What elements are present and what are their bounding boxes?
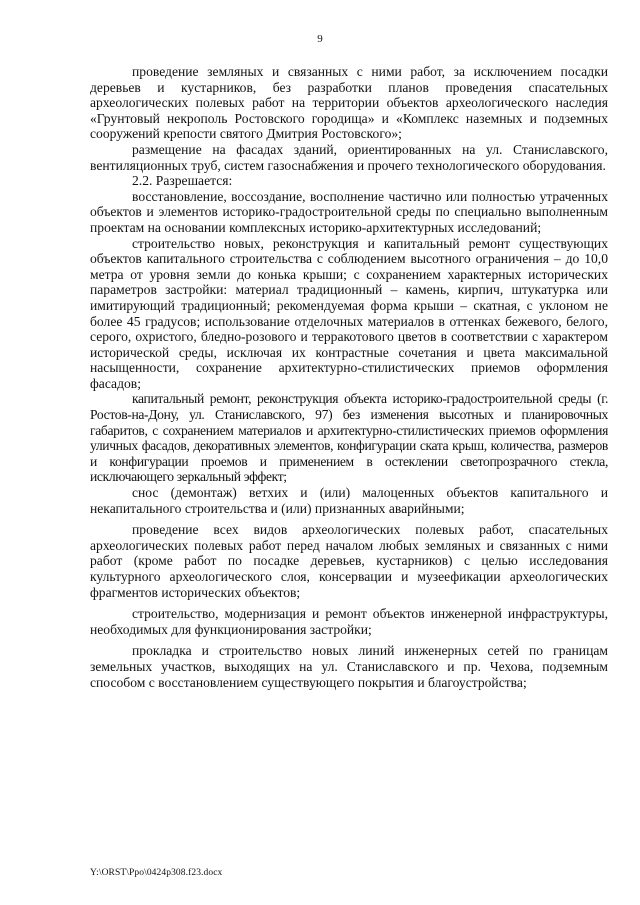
page-number: 9 [317,33,323,45]
paragraph: строительство новых, реконструкция и капитальный ремонт существующих объектов капитального строительства с соблюдением высотного ограничения – до 10,0 метра от уровня земли до конька крыши; с сохранением характерных исторических параметров застройки: материал традиционный – камень, кирпич, штукатурка или имитирующий традиционный; рекомендуемая форма крыши – скатная, с уклоном не более 45 градусов; использование отделочных материалов в оттенках бежевого, белого, серого, охристого, бледно-розового и терракотового цветов в соответствии с характером исторической среды, исключая их контрастные сочетания и цвета максимальной насыщенности, сохранение архитектурно-стилистических приемов оформления фасадов; [90,235,608,391]
paragraph: проведение всех видов археологических полевых работ, спасательных археологических полевых работ перед началом любых земляных и связанных с ними работ (кроме работ по посадке деревьев, кустарников) с целью исследования культурного археологического слоя, консервации и музеефикации археологических фрагментов исторических объектов; [90,522,608,600]
paragraph: восстановление, воссоздание, восполнение частично или полностью утраченных объектов и элементов историко-градостроительной среды по специально выполненным проектам на основании комплексных историко-архитектурных исследований; [90,188,608,235]
paragraph: снос (демонтаж) ветхих и (или) малоценных объектов капитального и некапитального строительства и (или) признанных аварийными; [90,485,608,516]
file-path-footer: Y:\ORST\Ppo\0424p308.f23.docx [90,868,223,878]
paragraph: размещение на фасадах зданий, ориентированных на ул. Станиславского, вентиляционных труб, систем газоснабжения и прочего технологического оборудования. [90,141,608,173]
document-body [90,64,608,690]
paragraph: проведение земляных и связанных с ними работ, за исключением посадки деревьев и кустарников, без разработки планов проведения спасательных археологических полевых работ на территории объектов археологического наследия «Грунтовый некрополь Ростовского городища» и «Комплекс наземных и подземных сооружений крепости святого Дмитрия Ростовского»; [90,64,608,142]
section-heading: 2.2. Разрешается: [132,173,233,189]
paragraph: капитальный ремонт, реконструкция объекта историко-градостроительной среды (г. Ростов-на-Дону, ул. Станиславского, 97) без изменения высотных и планировочных габаритов, с сохранением материалов и архитектурно-стилистических приемов оформления уличных фасадов, декоративных элементов, конфигурации ската крыш, количества, размеров и конфигурации проемов и применением в остеклении светопрозрачного стекла, исключающего зеркальный эффект; [90,391,608,485]
paragraph: строительство, модернизация и ремонт объектов инженерной инфраструктуры, необходимых для функционирования застройки; [90,606,608,637]
paragraph: прокладка и строительство новых линий инженерных сетей по границам земельных участков, выходящих на ул. Станиславского и пр. Чехова, подземным способом с восстановлением существующего покрытия и благоустройства; [90,643,608,690]
